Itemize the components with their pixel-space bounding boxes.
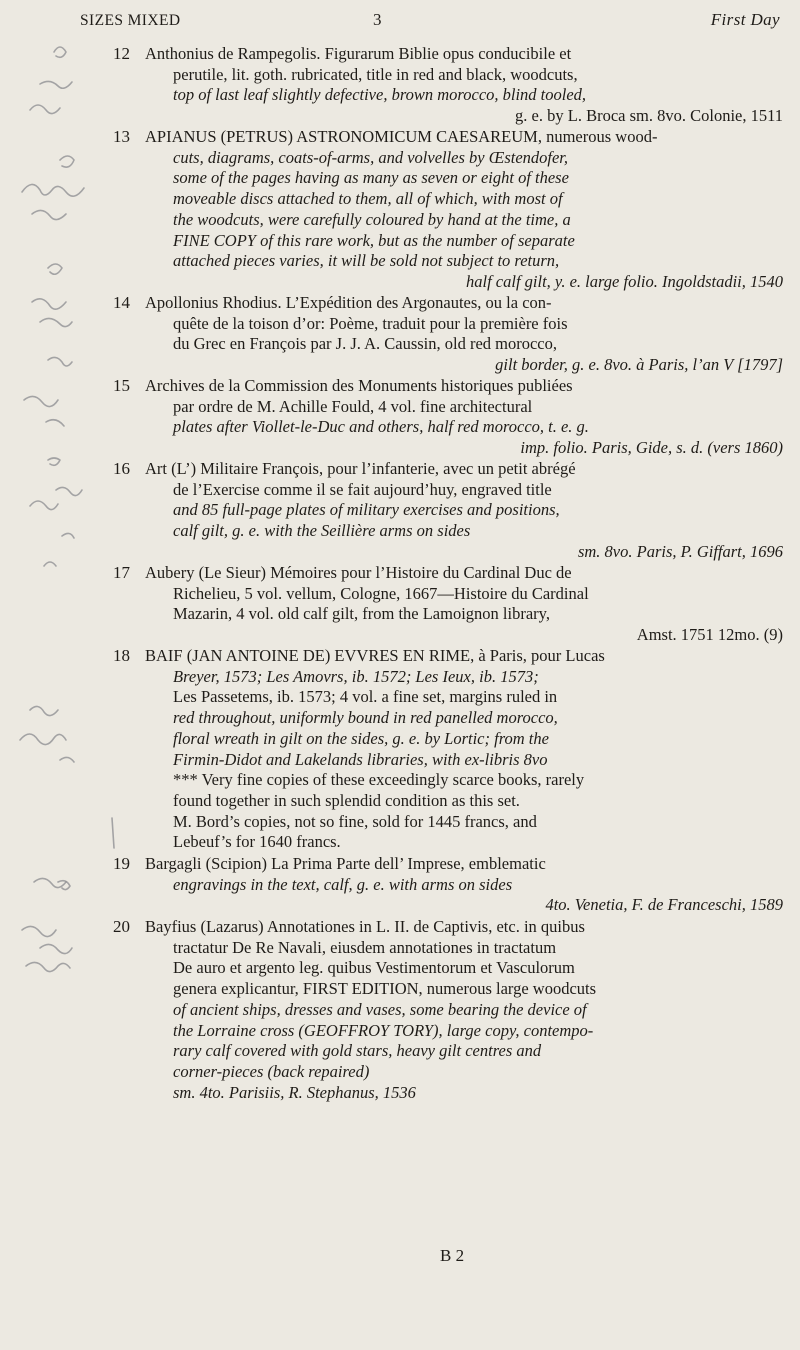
lot-line: the woodcuts, were carefully coloured by hand at the time, a [173,209,571,229]
lot-description [145,44,783,127]
lot-line: gilt border, g. e. 8vo. à Paris, l’an V [1797] [495,355,783,375]
lot-line: cuts, diagrams, coats-of-arms, and volvelles by Œstendofer, [173,147,569,167]
lot-line: genera explicantur, FIRST EDITION, numerous large woodcuts [173,979,597,999]
lot-line: found together in such splendid condition as this set. [173,790,520,810]
lot-line: quête de la toison d’or: Poème, traduit pour la première fois [173,313,568,333]
lot-description [145,459,783,563]
lot-line: perutile, lit. goth. rubricated, title in red and black, woodcuts, [173,64,578,84]
lot-line: engravings in the text, calf, g. e. with arms on sides [173,874,513,894]
lot-line: BAIF (JAN ANTOINE DE) EVVRES EN RIME, à Paris, pour Lucas [145,646,605,665]
lot-line: top of last leaf slightly defective, brown morocco, blind tooled, [173,85,587,105]
lot-line: sm. 8vo. Paris, P. Giffart, 1696 [577,541,783,561]
lot-description [145,563,783,646]
lot-line: moveable discs attached to them, all of which, with most of [173,189,563,209]
lot-line: Anthonius de Rampegolis. Figurarum Biblie opus conducibile et [145,44,572,63]
signature-mark: B 2 [440,1246,465,1265]
lot-line: Archives de la Commission des Monuments historiques publiées [145,376,573,395]
lot-line: half calf gilt, y. e. large folio. Ingoldstadii, 1540 [466,271,783,291]
lot-line: Firmin-Didot and Lakelands libraries, with ex-libris 8vo [173,749,548,769]
lot-line: attached pieces varies, it will be sold not subject to return, [173,251,560,271]
lot-number: 16 [113,459,130,478]
running-head-right: First Day [710,10,780,29]
lot-line: Bayfius (Lazarus) Annotationes in L. II. de Captivis, etc. in quibus [145,917,585,936]
lot-line: Mazarin, 4 vol. old calf gilt, from the Lamoignon library, [173,604,550,624]
lot-line: FINE COPY of this rare work, but as the number of separate [173,230,575,250]
lot-description [145,917,783,1103]
running-head-left: SIZES MIXED [80,12,181,29]
lot-line: 4to. Venetia, F. de Franceschi, 1589 [545,895,783,915]
lot-line: tractatur De Re Navali, eiusdem annotationes in tractatum [173,937,557,957]
lot-number: 17 [113,563,130,582]
lot-line: rary calf covered with gold stars, heavy gilt centres and [173,1041,542,1061]
lot-line: Apollonius Rhodius. L’Expédition des Argonautes, ou la con- [145,293,552,312]
lot-line: Richelieu, 5 vol. vellum, Cologne, 1667—Histoire du Cardinal [173,583,589,603]
lot-line: Breyer, 1573; Les Amovrs, ib. 1572; Les Ieux, ib. 1573; [173,666,539,686]
pencil-annotations [0,0,140,1000]
lot-line: Art (L’) Militaire François, pour l’infanterie, avec un petit abrégé [145,459,576,478]
lot-line: Aubery (Le Sieur) Mémoires pour l’Histoire du Cardinal Duc de [145,563,572,582]
lot-number: 14 [113,293,130,312]
lot-number: 15 [113,376,130,395]
lot-line: plates after Viollet-le-Duc and others, half red morocco, t. e. g. [173,417,589,437]
lot-description [145,854,783,916]
lot-line: *** Very fine copies of these exceedingly scarce books, rarely [173,770,585,790]
lot-description [145,376,783,459]
lot-line: Amst. 1751 12mo. (9) [636,625,783,645]
page-header [40,6,780,34]
lot-line: Bargagli (Scipion) La Prima Parte dell’ Imprese, emblematic [145,854,546,873]
lot-line: imp. folio. Paris, Gide, s. d. (vers 1860) [520,438,783,458]
lot-number: 19 [113,854,130,873]
lot-line: some of the pages having as many as seven or eight of these [173,168,569,188]
lot-line: corner-pieces (back repaired) [173,1061,370,1081]
lot-line: and 85 full-page plates of military exercises and positions, [173,500,560,520]
lot-line: du Grec en François par J. J. A. Caussin, old red morocco, [173,334,558,354]
lot-line: par ordre de M. Achille Fould, 4 vol. fine architectural [173,396,533,416]
lot-line: Lebeuf’s for 1640 francs. [173,832,341,852]
lot-line: Les Passetems, ib. 1573; 4 vol. a fine set, margins ruled in [173,687,558,707]
page-number: 3 [373,10,382,29]
lot-line: sm. 4to. Parisiis, R. Stephanus, 1536 [173,1082,416,1102]
lot-line: calf gilt, g. e. with the Seillière arms on sides [173,521,471,541]
lot-line: the Lorraine cross (GEOFFROY TORY), large copy, contempo- [173,1020,594,1040]
lot-number: 13 [113,127,130,146]
lot-number: 18 [113,646,130,665]
lot-description [145,646,783,853]
lot-line: floral wreath in gilt on the sides, g. e. by Lortic; from the [173,728,549,748]
lot-line: M. Bord’s copies, not so fine, sold for 1445 francs, and [173,811,537,831]
lot-line: red throughout, uniformly bound in red panelled morocco, [173,708,558,728]
lot-description [145,293,783,376]
lot-description [145,127,783,293]
lot-line: de l’Exercise comme il se fait aujourd’huy, engraved title [173,479,552,499]
lot-number: 20 [113,917,130,936]
lot-line: of ancient ships, dresses and vases, some bearing the device of [173,999,587,1019]
lot-number: 12 [113,44,130,63]
lot-line: De auro et argento leg. quibus Vestimentorum et Vasculorum [173,958,575,978]
lot-line: g. e. by L. Broca sm. 8vo. Colonie, 1511 [515,106,783,126]
lot-line: APIANUS (PETRUS) ASTRONOMICUM CAESAREUM, numerous wood- [145,127,658,146]
